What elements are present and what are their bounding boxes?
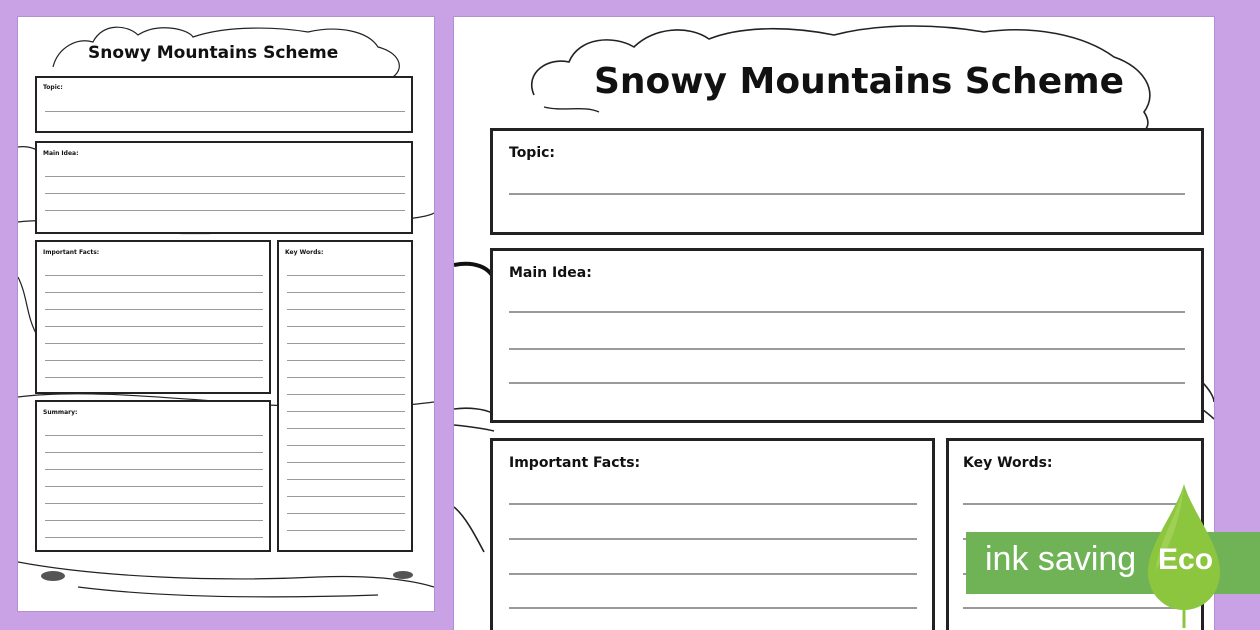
topic-label: Topic: — [43, 84, 63, 91]
topic-label: Topic: — [509, 145, 556, 161]
topic-box — [490, 128, 1204, 235]
worksheet-title: Snowy Mountains Scheme — [594, 61, 1125, 102]
summary-box — [35, 400, 271, 552]
eco-label: Eco — [1158, 543, 1214, 576]
important-facts-label: Important Facts: — [43, 249, 100, 256]
main-idea-box — [35, 141, 413, 234]
key-words-box — [277, 240, 413, 552]
main-idea-label: Main Idea: — [509, 265, 592, 281]
key-words-label: Key Words: — [963, 455, 1053, 471]
important-facts-box — [35, 240, 271, 394]
important-facts-label: Important Facts: — [509, 455, 641, 471]
main-idea-label: Main Idea: — [43, 150, 79, 157]
important-facts-box — [490, 438, 935, 630]
ink-saving-text: ink saving — [985, 540, 1137, 578]
worksheet-thumbnail[interactable] — [18, 17, 434, 611]
topic-box — [35, 76, 413, 133]
key-words-label: Key Words: — [285, 249, 324, 256]
summary-label: Summary: — [43, 409, 78, 416]
main-idea-box — [490, 248, 1204, 423]
worksheet-title: Snowy Mountains Scheme — [88, 43, 339, 63]
